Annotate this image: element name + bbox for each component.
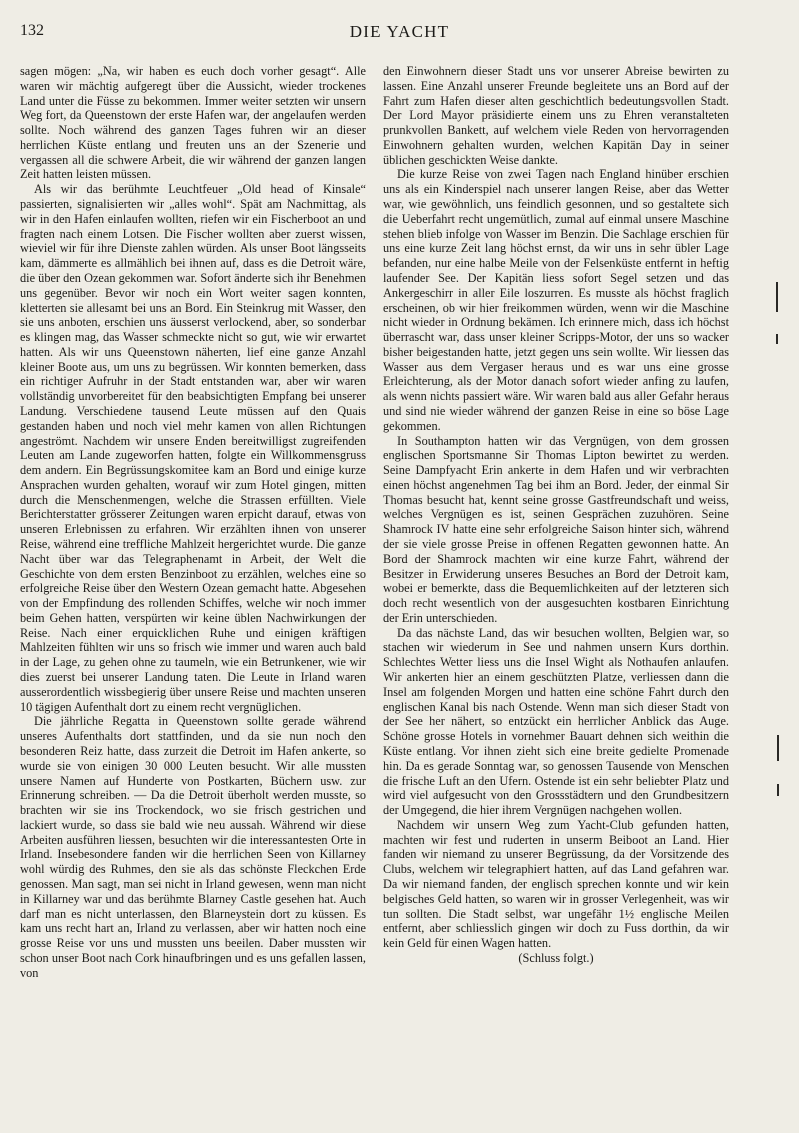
binding-mark bbox=[777, 784, 779, 796]
binding-mark bbox=[776, 334, 778, 344]
paragraph: Nachdem wir unsern Weg zum Yacht-Club gefunden hatten, machten wir fest und ruderten in unserm Beiboot an Land. Hier fanden wir niemand zu unserer Begrüssung, da der Vorsitzende des Clubs, welchem wir telegraphiert hatten, auf das Land gefahren war. Da wir niemand fanden, der englisch sprechen konnte und wir kein belgisches Geld hatten, so waren wir in grosser Verlegenheit, was wir tun sollten. Die Stadt selbst, war ungefähr 1½ englische Meilen entfernt, aber schliesslich gingen wir doch zu Fuss dorthin, da wir kein Geld für einen Wagen hatten. bbox=[383, 817, 729, 951]
paragraph: Die jährliche Regatta in Queenstown sollte gerade während unseres Aufenthalts dort stattfinden, und da sie nun noch den besonderen Reiz hatte, dass zurzeit die Detroit im Hafen ankerte, so wurde sie von einigen 30 000 Leuten besucht. Wir alle mussten unsere Namen auf Hunderte von Postkarten, Büchern usw. zur Erinnerung schreiben. — Da die Detroit überholt werden musste, so brachten wir sie ins Trockendock, wo sie frisch gestrichen und lackiert wurde, so dass sie bald wie neu aussah. Während wir diese Arbeiten ausführen liessen, besuchten wir die interessantesten Orte in Irland. Insebesondere fanden wir die herrlichen Seen von Killarney wohl würdig des Ruhmes, den sie als das schönste Fleckchen Erde genossen. Man sagt, man sei nicht in Irland gewesen, wenn man nicht in Killarney war und das berühmte Blarney Castle gesehen hat. Auch darf man es nicht unterlassen, den Blarneystein dort zu küssen. Es kam uns recht hart an, Irland zu verlassen, aber wir hatten noch eine grosse Reise vor uns und mussten uns beeilen. Daber mussten wir schon unser Boot nach Cork hinaufbringen und es uns gefallen lassen, von bbox=[20, 714, 366, 980]
paragraph: Die kurze Reise von zwei Tagen nach England hinüber erschien uns als ein Kinderspiel nach unserer langen Reise, aber das Wetter war, wie gewöhnlich, uns feindlich gesonnen, und so gestaltete sich die Ueberfahrt recht ungemütlich, zumal auf einmal unsere Maschine stehen blieb infolge von Wasser im Benzin. Die Sachlage erschien für uns eine kurze Zeit lang höchst ernst, da wir uns in sehr übler Lage befanden, nur eine halbe Meile von der Felsenküste entfernt in heftig laufender See. Der Kapitän liess sofort Segel setzen und das Ankergeschirr in aller Eile loszurren. Es musste als höchst fraglich erscheinen, ob wir hier freikommen würden, wenn wir die Maschine nicht wieder in Ordnung bekämen. Ich erinnere mich, dass ich höchst überrascht war, dass unser kleiner Scripps-Motor, der uns so wacker bisher beigestanden hatte, jetzt gegen uns sein wollte. Wir liessen das Wasser aus dem Vergaser heraus und es war uns eine grosse Erleichterung, als der Motor danach sofort wieder anfing zu laufen, als wenn nichts passiert wäre. Wir waren bald aus aller Gefahr heraus und sind nie wieder während der ganzen Reise in eine so böse Lage gekommen. bbox=[383, 167, 729, 433]
page-number: 132 bbox=[20, 22, 44, 39]
binding-mark bbox=[776, 282, 778, 312]
continuation-note: (Schluss folgt.) bbox=[518, 950, 594, 965]
paragraph: den Einwohnern dieser Stadt uns vor unserer Abreise bewirten zu lassen. Eine Anzahl unserer Freunde begleitete uns an Bord auf der Fahrt zum Hafen dieser alten geschichtlich bedeutungsvollen Stadt. Der Lord Mayor präsidierte einem uns zu Ehren veranstalteten prunkvollen Bankett, auf welchem viele Reden von hervorragenden Einwohnern gehalten wurden, welchen Kapitän Day in seiner üblichen geschickten Weise dankte. bbox=[383, 64, 729, 167]
binding-mark bbox=[777, 735, 779, 761]
journal-title: DIE YACHT bbox=[349, 22, 450, 41]
paragraph: Als wir das berühmte Leuchtfeuer „Old head of Kinsale“ passierten, signalisierten wir „alles wohl“. Spät am Nachmittag, als wir in den Hafen einlaufen wollten, riefen wir ein Fischerboot an und fragten nach einem Lotsen. Die Fischer wollten aber zuerst wissen, wieviel wir für ihre Dienste zahlen würden. Als unser Boot längsseits kam, dämmerte es allmählich bei ihnen auf, dass es die Detroit wäre, die über den Ozean gekommen war. Sofort änderte sich ihr Benehmen uns gegenüber. Bevor wir noch ein Wort weiter sagen konnten, kletterten sie allesamt bei uns an Bord. Ein Steinkrug mit Wasser, den sie uns anboten, erschien uns äusserst verlockend, aber, so sonderbar es klingen mag, das Wasser schmeckte nicht so gut, wie wir erwartet hatten. Als wir uns Queenstown näherten, lief eine ganze Anzahl kleiner Boote aus, um uns zu begrüssen. Wir konnten bemerken, dass ein richtiger Aufruhr in der Stadt entstanden war, aber wir waren vollständig unvorbereitet für den beabsichtigten Empfang bei unserer Landung. Verschiedene tausend Leute müssen auf den Quais gestanden haben und noch viel mehr kamen von allen Richtungen angeströmt. Nachdem wir unsere Enden bereitwilligst zugreifenden Leuten am Lande zugeworfen hatten, folgte ein Willkommensgruss dem andern. Ein Begrüssungskomitee kam an Bord und einige kurze Ansprachen wurden gehalten, worauf wir zum Hotel gingen, mitten durch die Menschenmengen, welche die Strassen erfüllten. Viele Berichterstatter grösserer Zeitungen waren erpicht darauf, etwas von unseren Erlebnissen zu erfahren. Wir erzählten ihnen von unserer Reise, während eine treffliche Mahlzeit hergerichtet wurde. Die ganze Nacht über war das Telegraphenamt in Arbeit, der Welt die Geschichte von dem ersten Benzinboot zu erzählen, welches eine so erfolgreiche Reise über den Western Ozean gemacht hatte. Abgesehen von der Empfindung des rollenden Schiffes, welche wir noch immer beim Gehen hatten, verspürten wir keine üblen Nachwirkungen der Reise. Nach einer erquicklichen Ruhe und einigen kräftigen Mahlzeiten fühlten wir uns so frisch wie immer und waren auch bald in der Lage, zu gehen ohne zu taumeln, wie ein Betrunkener, wie wir dies zuerst bei unserer Landung taten. Die Leute in Irland waren ausserordentlich wissbegierig über unsere Reise und machten unseren 10 tägigen Aufenthalt dort zu einem recht vergnüglichen. bbox=[20, 182, 366, 714]
page-header bbox=[20, 22, 779, 46]
paragraph: Da das nächste Land, das wir besuchen wollten, Belgien war, so stachen wir wiederum in See und nahmen unsern Kurs dorthin. Schlechtes Wetter liess uns die Insel Wight als Nothaufen anlaufen. Wir ankerten hier an einem geschützten Platze, verliessen dann die Insel am folgenden Morgen und hatten eine schöne Fahrt durch den englischen Kanal bis nach Ostende. Wenn man sich dieser Stadt von der See her nähert, so entzückt ein herrlicher Anblick das Auge. Schöne grosse Hotels in vornehmer Bauart dehnen sich weithin die Küste entlang. Vor ihnen zieht sich eine breite gedielte Promenade hin. Da es gerade Sonntag war, so genossen Tausende von Menschen die frische Luft an den Ufern. Ostende ist ein sehr beliebter Platz und wird viel aufgesucht von den Grossstädtern und den Grundbesitzern der Umgegend, die hier ihrem Vergnügen nachgehen wollen. bbox=[383, 625, 729, 818]
left-column bbox=[20, 64, 366, 1124]
right-column bbox=[383, 64, 729, 1124]
paragraph: In Southampton hatten wir das Vergnügen, von dem grossen englischen Sportsmanne Sir Thomas Lipton bewirtet zu werden. Seine Dampfyacht Erin ankerte in dem Hafen und wir verbrachten einen höchst angenehmen Tag bei ihm an Bord. Jeder, der einmal Sir Thomas besucht hat, kennt seine grosse Gastfreundschaft und weiss, welches Vergnügen es ist, seinen Gesprächen zuzuhören. Seine Shamrock IV hatte eine sehr erfolgreiche Saison hinter sich, während der sie viele grosse Preise in offenen Regatten gewonnen hatte. An Bord der Shamrock machten wir eine kurze Fahrt, während der Besitzer in Erwiderung unseres Besuches an Bord der Detroit kam, wobei er bemerkte, dass die Bequemlichkeiten auf der letzteren sich doch recht wesentlich von der ausgesuchten kostbaren Einrichtung der Erin unterschieden. bbox=[383, 433, 729, 625]
paragraph: sagen mögen: „Na, wir haben es euch doch vorher gesagt“. Alle waren wir mächtig aufgeregt über die Aussicht, wieder trockenes Land unter die Füsse zu bekommen. Immer weiter setzten wir unsern Weg fort, da Queenstown der erste Hafen war, der angelaufen werden sollte. Noch während des ganzen Tages fuhren wir an dieser herrlichen Küste entlang und freuten uns an der Szenerie und vergassen all die schwere Arbeit, die wir während der ganzen langen Zeit hatten leisten müssen. bbox=[20, 64, 366, 182]
